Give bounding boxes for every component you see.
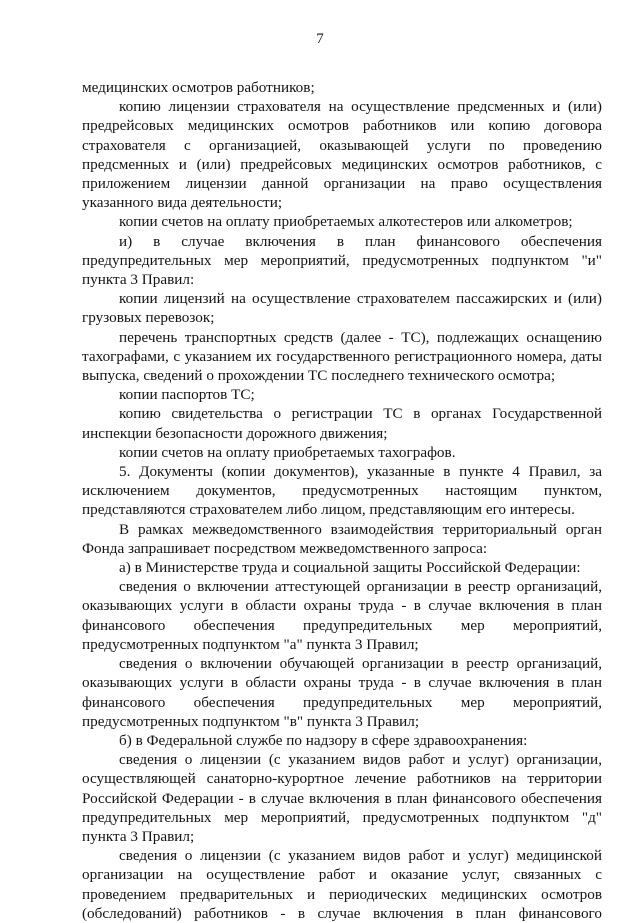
paragraph: копию свидетельства о регистрации ТС в органах Государственной инспекции безопасности дорожного движения; bbox=[82, 405, 602, 442]
paragraph: а) в Министерстве труда и социальной защиты Российской Федерации: bbox=[119, 559, 581, 577]
paragraph: копии счетов на оплату приобретаемых тахографов. bbox=[119, 443, 456, 461]
paragraph: медицинских осмотров работников; bbox=[82, 79, 315, 96]
paragraph: б) в Федеральной службе по надзору в сфере здравоохранения: bbox=[119, 731, 528, 749]
paragraph: В рамках межведомственного взаимодействия территориальный орган Фонда запрашивает посредством межведомственного запроса: bbox=[82, 520, 602, 557]
paragraph: перечень транспортных средств (далее - ТС), подлежащих оснащению тахографами, с указанием их государственного регистрационного номера, даты выпуска, сведений о прохождении ТС последнего технического осмотра; bbox=[82, 328, 602, 385]
paragraph: сведения о лицензии (с указанием видов работ и услуг) организации, осуществляющей санаторно-курортное лечение работников на территории Российской Федерации - в случае включения в план финансового обеспечения предупредительных мер мероприятий, предусмотренных подпунктом "д" пункта 3 Правил; bbox=[82, 751, 602, 845]
paragraph: сведения о лицензии (с указанием видов работ и услуг) медицинской организации на осуществление работ и оказание услуг, связанных с проведением предварительных и периодических медицинских осмотров (обследований) работников - в случае включения в план финансового bbox=[82, 847, 602, 922]
paragraph: сведения о включении обучающей организации в реестр организаций, оказывающих услуги в области охраны труда - в случае включения в план финансового обеспечения предупредительных мер мероприятий, предусмотренных подпунктом "в" пункта 3 Правил; bbox=[82, 655, 602, 730]
document-body bbox=[82, 78, 602, 923]
paragraph: копию лицензии страхователя на осуществление предсменных и (или) предрейсовых медицинских осмотров работников или копию договора страхователя с организацией, оказывающей услуги по проведению предсменных и (или) предрейсовых медицинских осмотров работников, с приложением лицензии данной организации на право осуществления указанного вида деятельности; bbox=[82, 98, 602, 212]
page-number: 7 bbox=[316, 31, 324, 47]
paragraph: копии счетов на оплату приобретаемых алкотестеров или алкометров; bbox=[119, 213, 573, 231]
paragraph: сведения о включении аттестующей организации в реестр организаций, оказывающих услуги в области охраны труда - в случае включения в план финансового обеспечения предупредительных мер мероприятий, предусмотренных подпунктом "а" пункта 3 Правил; bbox=[82, 578, 602, 653]
paragraph: копии паспортов ТС; bbox=[119, 386, 255, 404]
paragraph: 5. Документы (копии документов), указанные в пункте 4 Правил, за исключением документов, предусмотренных настоящим пунктом, представляются страхователем либо лицом, представляющим его интересы. bbox=[82, 463, 602, 519]
paragraph: и) в случае включения в план финансового обеспечения предупредительных мер мероприятий, предусмотренных подпунктом "и" пункта 3 Правил: bbox=[82, 232, 602, 289]
paragraph: копии лицензий на осуществление страхователем пассажирских и (или) грузовых перевозок; bbox=[82, 290, 602, 327]
